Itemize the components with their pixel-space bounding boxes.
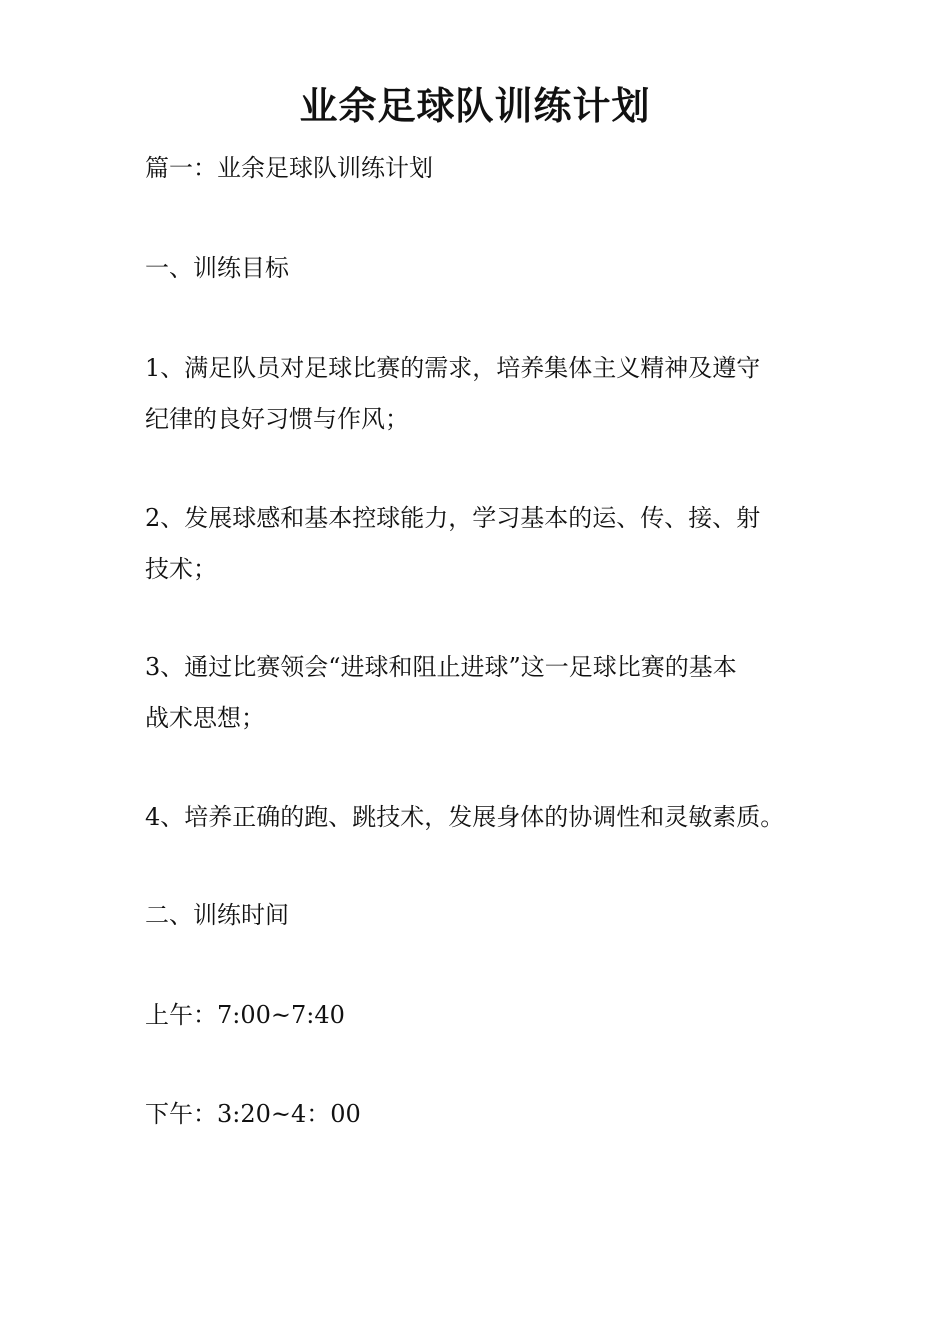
paragraph-line: 战术思想； bbox=[145, 704, 265, 732]
paragraph-line: 4、培养正确的跑、跳技术，发展身体的协调性和灵敏素质。 bbox=[145, 803, 785, 831]
paragraph-line: 2、发展球感和基本控球能力，学习基本的运、传、接、射 bbox=[145, 504, 761, 532]
paragraph-line: 纪律的良好习惯与作风； bbox=[145, 405, 409, 433]
schedule-line: 下午：3:20~4：00 bbox=[145, 1100, 361, 1128]
paragraph-line: 技术； bbox=[145, 555, 217, 583]
paragraph-line: 1、满足队员对足球比赛的需求，培养集体主义精神及遵守 bbox=[145, 354, 761, 382]
section-heading: 篇一：业余足球队训练计划 bbox=[145, 154, 433, 182]
section-heading: 二、训练时间 bbox=[145, 901, 289, 929]
schedule-line: 上午：7:00~7:40 bbox=[145, 1001, 345, 1029]
paragraph-line: 3、通过比赛领会“进球和阻止进球”这一足球比赛的基本 bbox=[145, 653, 737, 681]
section-heading: 一、训练目标 bbox=[145, 254, 289, 282]
document-title: 业余足球队训练计划 bbox=[299, 83, 651, 128]
